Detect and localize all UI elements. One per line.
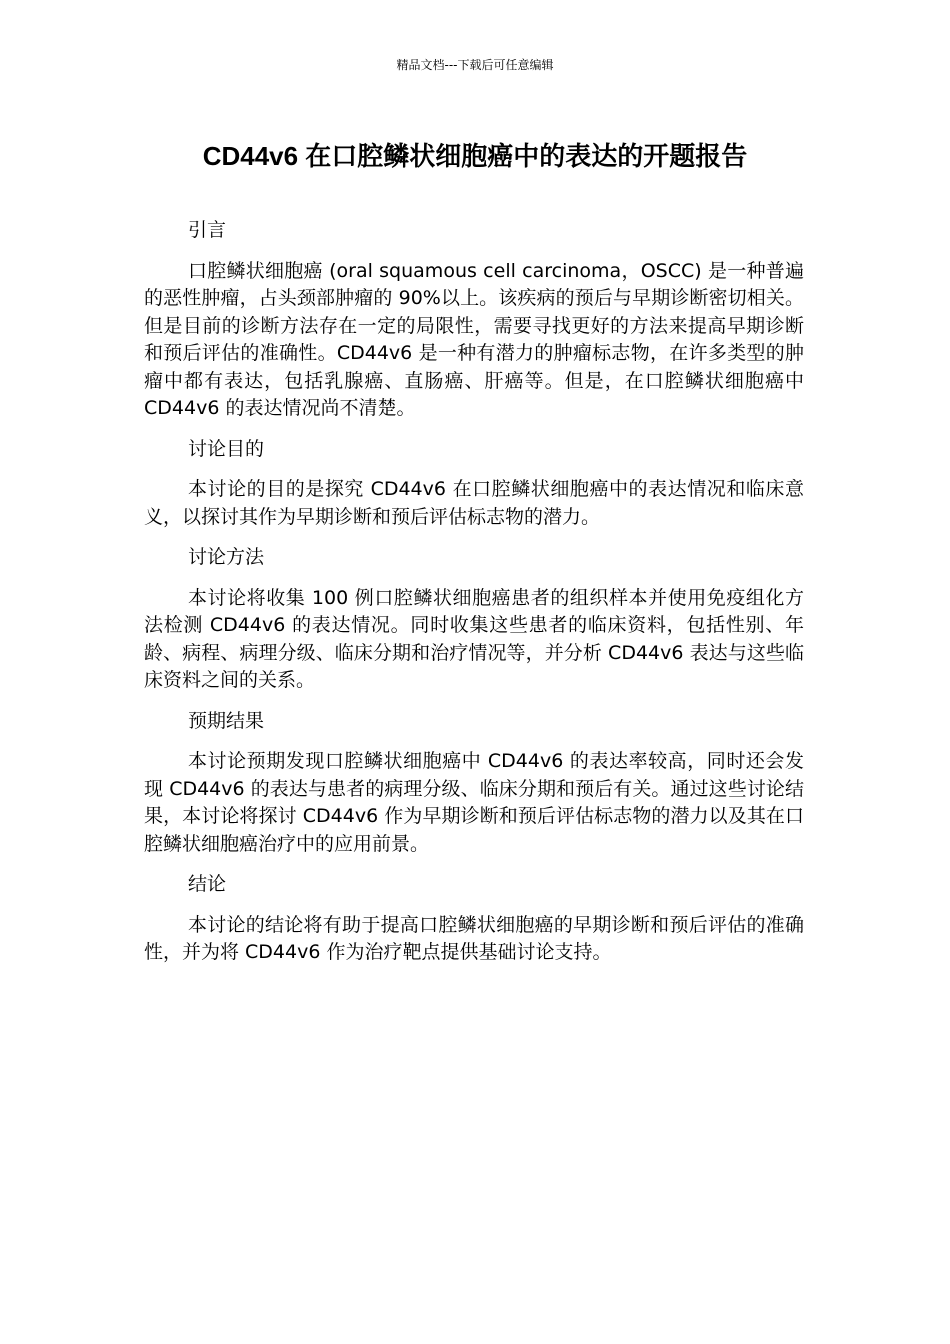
section-heading-conclusion: 结论 [188, 873, 227, 895]
section-heading-expected-results: 预期结果 [188, 709, 265, 732]
section-heading-purpose: 讨论目的 [188, 437, 265, 460]
section-body-methods: 本讨论将收集 100 例口腔鳞状细胞癌患者的组织样本并使用免疫组化方法检测 CD44v6 的表达情况。同时收集这些患者的临床资料，包括性别、年龄、病程、病理分级、临床分期和治疗情况等，并分析 CD44v6 表达与这些临床资料之间的关系。 [144, 586, 804, 691]
document-title: CD44v6 在口腔鳞状细胞癌中的表达的开题报告 [202, 141, 748, 171]
section-body-purpose: 本讨论的目的是探究 CD44v6 在口腔鳞状细胞癌中的表达情况和临床意义，以探讨其作为早期诊断和预后评估标志物的潜力。 [144, 478, 804, 528]
section-body-introduction: 口腔鳞状细胞癌 (oral squamous cell carcinoma，OSCC) 是一种普遍的恶性肿瘤，占头颈部肿瘤的 90%以上。该疾病的预后与早期诊断密切相关。但是目前的诊断方法存在一定的局限性，需要寻找更好的方法来提高早期诊断和预后评估的准确性。CD44v6 是一种有潜力的肿瘤标志物，在许多类型的肿瘤中都有表达，包括乳腺癌、直肠癌、肝癌等。但是，在口腔鳞状细胞癌中 CD44v6 的表达情况尚不清楚。 [144, 259, 804, 419]
section-heading-methods: 讨论方法 [188, 546, 265, 568]
section-body-expected-results: 本讨论预期发现口腔鳞状细胞癌中 CD44v6 的表达率较高，同时还会发现 CD44v6 的表达与患者的病理分级、临床分期和预后有关。通过这些讨论结果，本讨论将探讨 CD44v6 作为早期诊断和预后评估标志物的潜力以及其在口腔鳞状细胞癌治疗中的应用前景。 [144, 750, 804, 855]
document-body [144, 217, 804, 967]
header-note: 精品文档---下载后可任意编辑 [396, 58, 554, 72]
section-body-conclusion: 本讨论的结论将有助于提高口腔鳞状细胞癌的早期诊断和预后评估的准确性，并为将 CD44v6 作为治疗靶点提供基础讨论支持。 [144, 913, 804, 963]
section-heading-introduction: 引言 [188, 219, 227, 241]
